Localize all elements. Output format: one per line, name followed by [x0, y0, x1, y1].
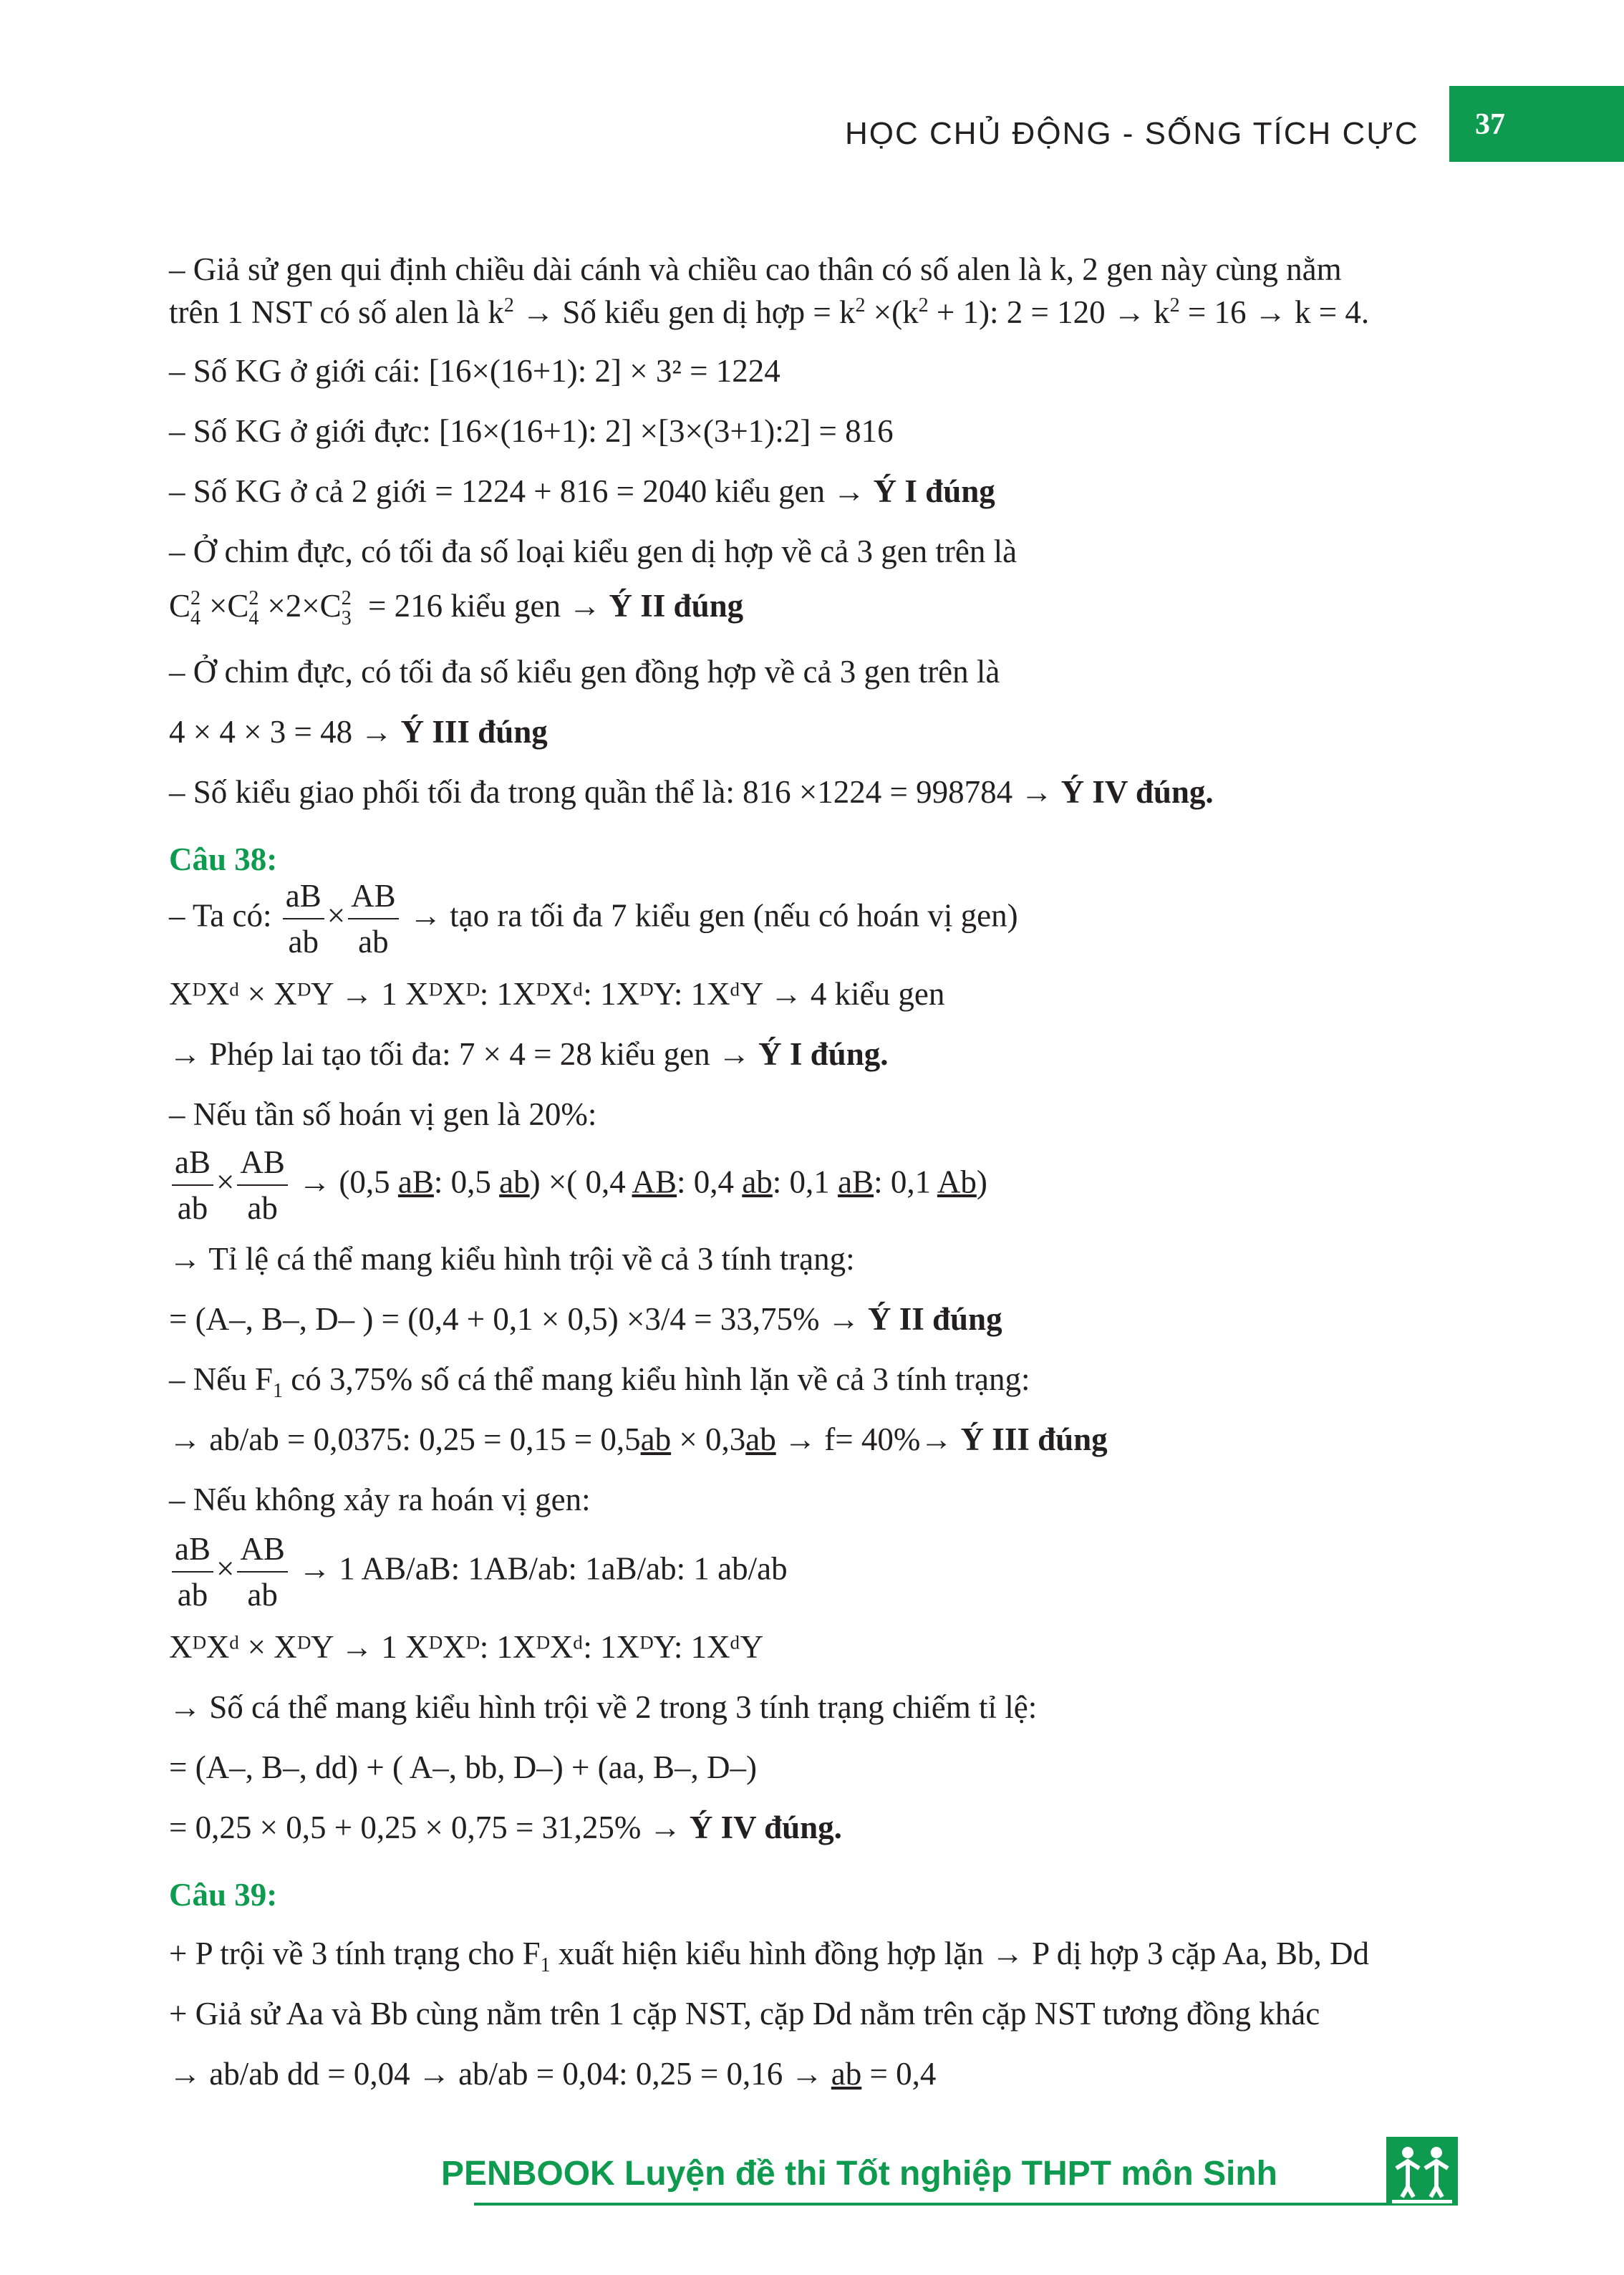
footer-title: PENBOOK Luyện đề thi Tốt nghiệp THPT môn Sinh	[441, 2155, 1277, 2193]
cross-line: – Ta có: $\frac{aB}{ab}$ × $\frac{AB}{ab}$ → tạo ra tối đa 7 kiểu gen (nếu có hoán vị gen)	[169, 874, 1018, 964]
text-line: → Tỉ lệ cá thể mang kiểu hình trội về cả 3 tính trạng:	[169, 1241, 855, 1277]
text-line: – Ở chim đực, có tối đa số kiểu gen đồng hợp về cả 3 gen trên là	[169, 654, 1000, 690]
text-line: + P trội về 3 tính trạng cho $F_1$ xuất hiện kiểu hình đồng hợp lặn → P dị hợp 3 cặp Aa, Bb, Dd	[169, 1936, 1369, 1976]
footer-divider	[474, 2203, 1398, 2206]
cross-line: $\frac{aB}{ab}$ × $\frac{AB}{ab}$ → (0,5 aB: 0,5 ab) ×( 0,4 AB: 0,4 ab: 0,1 aB: 0,1 Ab)	[169, 1140, 987, 1230]
fraction: $\frac{AB}{ab}$	[237, 1527, 288, 1617]
header-title: HỌC CHỦ ĐỘNG - SỐNG TÍCH CỰC	[845, 116, 1419, 151]
text-line: → Phép lai tạo tối đa: 7 × 4 = 28 kiểu gen → Ý I đúng.	[169, 1036, 889, 1072]
text-line: → ab/ab dd = 0,04 → ab/ab = 0,04: 0,25 = 0,16 → ab = 0,4	[169, 2056, 937, 2092]
text-line: → Số cá thể mang kiểu hình trội về 2 trong 3 tính trạng chiếm tỉ lệ:	[169, 1689, 1038, 1725]
text-line: – Nếu $F_1$ có 3,75% số cá thể mang kiểu hình lặn về cả 3 tính trạng:	[169, 1361, 1030, 1402]
text-line: – Giả sử gen qui định chiều dài cánh và chiều cao thân có số alen là k, 2 gen này cùng nằm	[169, 251, 1342, 287]
text-line: + Giả sử Aa và Bb cùng nằm trên 1 cặp NST, cặp Dd nằm trên cặp NST tương đồng khác	[169, 1996, 1320, 2032]
text-line: – Số KG ở giới đực: [16×(16+1): 2] ×[3×(3+1):2] = 816	[169, 413, 894, 449]
fraction: $\frac{aB}{ab}$	[172, 1527, 213, 1617]
question-38-heading: Câu 38:	[169, 841, 278, 877]
fraction: $\frac{AB}{ab}$	[237, 1140, 288, 1230]
fraction: $\frac{aB}{ab}$	[283, 874, 324, 964]
text-line: XᴰXᵈ × XᴰY → 1 XᴰXᴰ: 1XᴰXᵈ: 1XᴰY: 1XᵈY	[169, 1629, 764, 1665]
text-line: – Ở chim đực, có tối đa số loại kiểu gen dị hợp về cả 3 gen trên là	[169, 533, 1018, 569]
cross-line: $\frac{aB}{ab}$ × $\frac{AB}{ab}$ → 1 AB/aB: 1AB/ab: 1aB/ab: 1 ab/ab	[169, 1527, 788, 1617]
fraction: $\frac{aB}{ab}$	[172, 1140, 213, 1230]
text-line: 4 × 4 × 3 = 48 → Ý III đúng	[169, 714, 548, 750]
combination-formula: C 2 4 ×C 2 4 ×2×C 2 3 = 216 kiểu gen → Ý II đúng	[169, 586, 744, 629]
text-line: → ab/ab = 0,0375: 0,25 = 0,15 = 0,5ab × 0,3ab → f= 40%→ Ý III đúng	[169, 1421, 1108, 1457]
fraction: $\frac{AB}{ab}$	[348, 874, 399, 964]
text-line: XᴰXᵈ × XᴰY → 1 XᴰXᴰ: 1XᴰXᵈ: 1XᴰY: 1XᵈY → 4 kiểu gen	[169, 976, 945, 1012]
text-line: trên 1 NST có số alen là $k^2$ → Số kiểu gen dị hợp = $k^2 \times(k^2 + 1)$: $2 = 120 \to k^2 = 16 \to k = 4$.	[169, 294, 1370, 330]
text-line: = (A–, B–, D– ) = (0,4 + 0,1 × 0,5) ×3/4 = 33,75% → Ý II đúng	[169, 1301, 1002, 1337]
people-logo-icon	[1386, 2137, 1458, 2206]
text-line: – Số KG ở cả 2 giới = 1224 + 816 = 2040 kiểu gen → Ý I đúng	[169, 473, 995, 509]
page-number-tab	[1449, 86, 1624, 162]
text-line: – Số KG ở giới cái: [16×(16+1): 2] × 3² = 1224	[169, 353, 780, 389]
text-line: – Nếu tần số hoán vị gen là 20%:	[169, 1096, 597, 1132]
text-line: – Nếu không xảy ra hoán vị gen:	[169, 1482, 591, 1517]
question-39-heading: Câu 39:	[169, 1877, 278, 1913]
text-line: = 0,25 × 0,5 + 0,25 × 0,75 = 31,25% → Ý IV đúng.	[169, 1810, 842, 1845]
text-line: = (A–, B–, dd) + ( A–, bb, D–) + (aa, B–, D–)	[169, 1749, 758, 1785]
page-number: 37	[1475, 108, 1505, 141]
text-line: – Số kiểu giao phối tối đa trong quần thể là: 816 ×1224 = 998784 → Ý IV đúng.	[169, 774, 1214, 810]
